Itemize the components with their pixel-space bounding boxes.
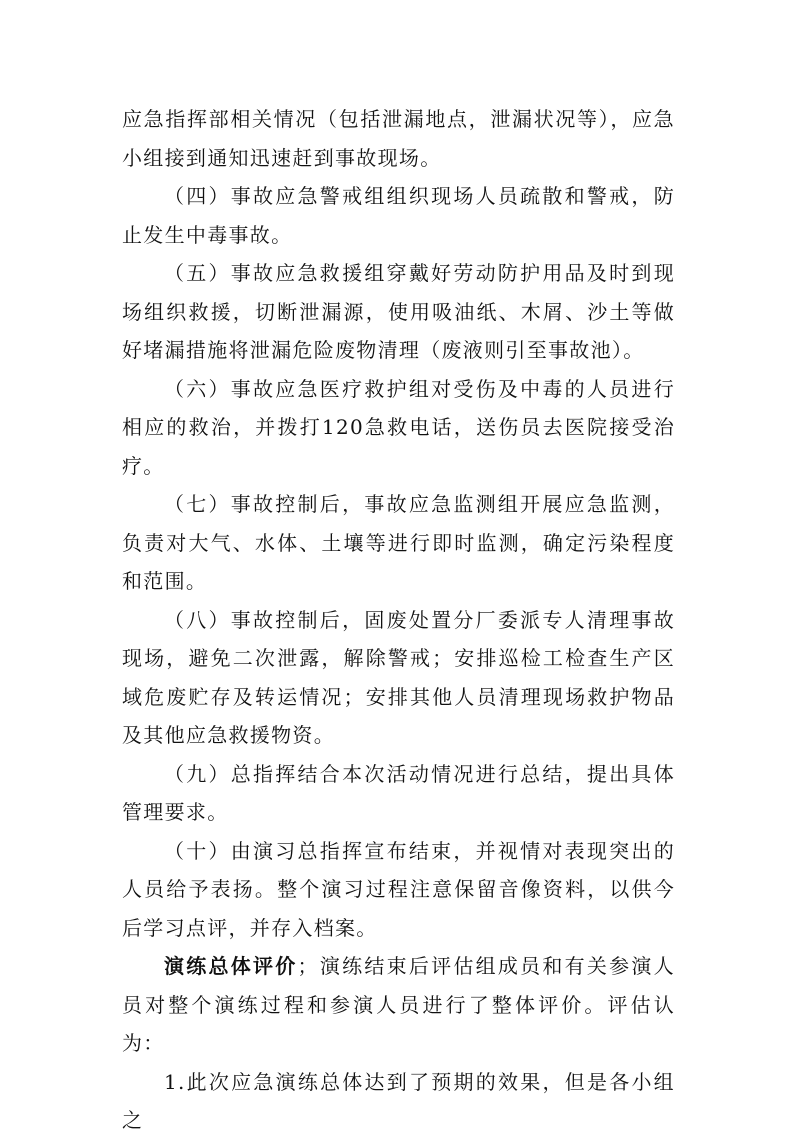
evaluation-separator: ； bbox=[297, 954, 319, 978]
paragraph-item-8: （八）事故控制后，固废处置分厂委派专人清理事故现场，避免二次泄露，解除警戒；安排巡检工检查生产区域危废贮存及转运情况；安排其他人员清理现场救护物品及其他应急救援物资。 bbox=[122, 607, 675, 747]
evaluation-heading: 演练总体评价 bbox=[164, 954, 298, 978]
paragraph-evaluation bbox=[122, 947, 675, 1063]
paragraph-item-7: （七）事故控制后，事故应急监测组开展应急监测，负责对大气、水体、土壤等进行即时监测，确定污染程度和范围。 bbox=[122, 492, 675, 593]
paragraph-item-5: （五）事故应急救援组穿戴好劳动防护用品及时到现场组织救援，切断泄漏源，使用吸油纸、木屑、沙土等做好堵漏措施将泄漏危险废物清理（废液则引至事故池）。 bbox=[122, 261, 675, 362]
paragraph-evaluation-item-1: 1.此次应急演练总体达到了预期的效果，但是各小组之 bbox=[122, 1069, 675, 1132]
evaluation-body: 演练结束后评估组成员和有关参演人员对整个演练过程和参演人员进行了整体评价。评估认为： bbox=[122, 954, 675, 1055]
paragraph-item-6: （六）事故应急医疗救护组对受伤及中毒的人员进行相应的救治，并拨打120急救电话，送伤员去医院接受治疗。 bbox=[122, 376, 675, 478]
document-body bbox=[122, 100, 675, 1140]
paragraph-item-4: （四）事故应急警戒组组织现场人员疏散和警戒，防止发生中毒事故。 bbox=[122, 184, 675, 247]
paragraph-item-10: （十）由演习总指挥宣布结束，并视情对表现突出的人员给予表扬。整个演习过程注意保留音像资料，以供今后学习点评，并存入档案。 bbox=[122, 838, 675, 940]
paragraph-item-9: （九）总指挥结合本次活动情况进行总结，提出具体管理要求。 bbox=[122, 761, 675, 824]
paragraph-continuation: 应急指挥部相关情况（包括泄漏地点，泄漏状况等），应急小组接到通知迅速赶到事故现场。 bbox=[122, 107, 675, 170]
